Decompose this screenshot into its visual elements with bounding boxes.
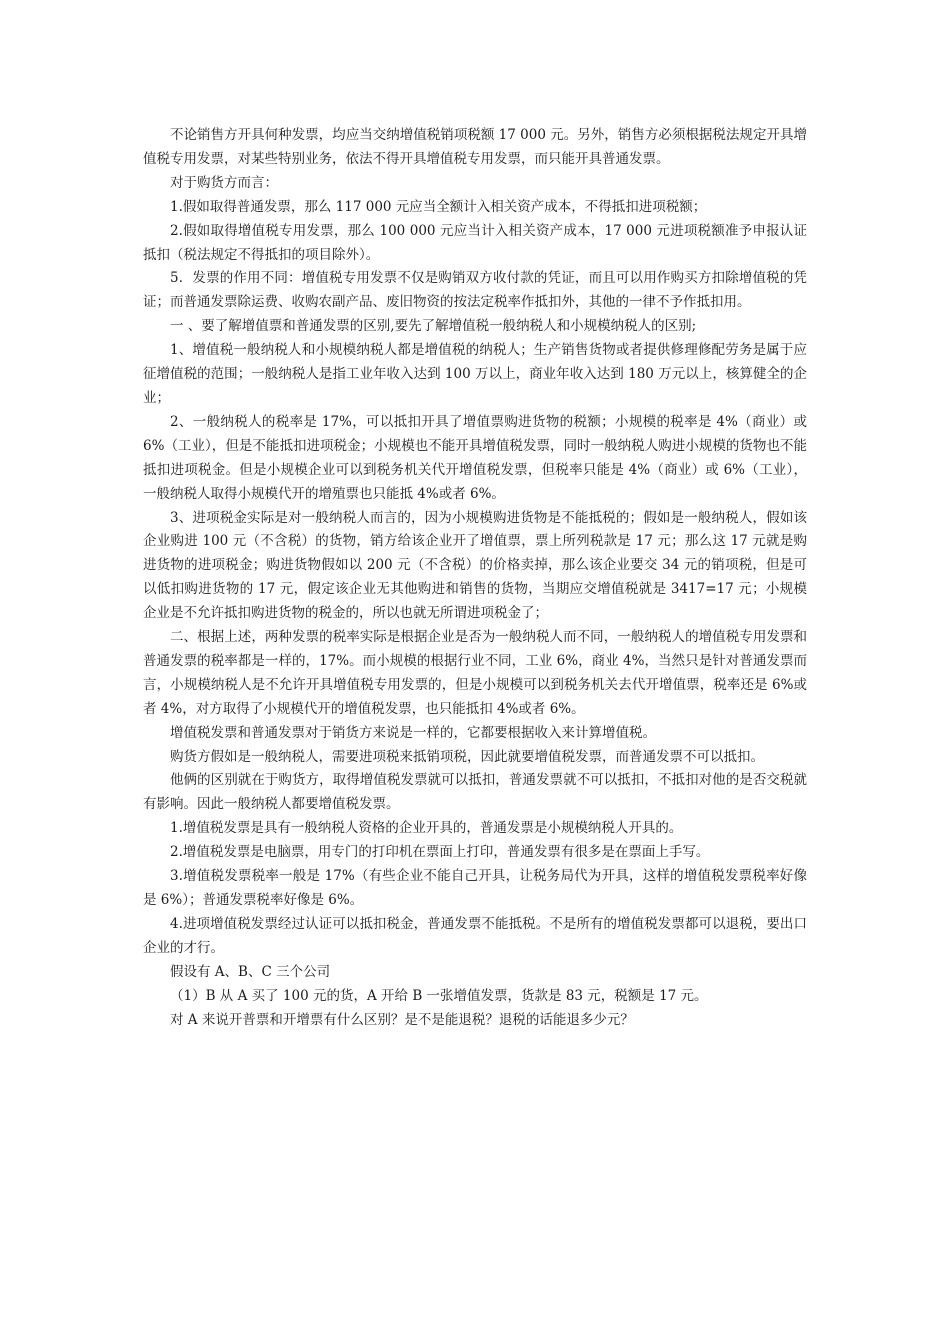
paragraph-diff-4: 4.进项增值税发票经过认证可以抵扣税金，普通发票不能抵税。不是所有的增值税发票都可以退税，要出口企业的才行。	[143, 915, 807, 956]
paragraph-buyer-heading: 对于购货方而言：	[170, 174, 278, 191]
paragraph-buyer-general: 购货方假如是一般纳税人，需要进项税来抵销项税，因此就要增值税发票，而普通发票不可以抵扣。	[170, 748, 764, 765]
paragraph-difference: 他俩的区别就在于购货方，取得增值税发票就可以抵扣，普通发票就不可以抵扣，不抵扣对他的是否交税就有影响。因此一般纳税人都要增值税发票。	[143, 772, 807, 813]
paragraph-section-two: 二、根据上述，两种发票的税率实际是根据企业是否为一般纳税人而不同，一般纳税人的增值税专用发票和普通发票的税率都是一样的，17%。而小规模的根据行业不同，工业 6%，商业 4%，当然只是针对普通发票而言，小规模纳税人是不允许开具增值税专用发票的，但是小规模可以到税务机关去代开增值票，税率还是 6%或者 4%，对方取得了小规模代开的增值税发票，也只能抵扣 4%或者 6%。	[143, 629, 807, 717]
paragraph-example-1: （1）B 从 A 买了 100 元的货，A 开给 B 一张增值发票，货款是 83 元，税额是 17 元。	[170, 987, 708, 1004]
paragraph-point-3: 3、进项税金实际是对一般纳税人而言的，因为小规模购进货物是不能抵税的；假如是一般纳税人，假如该企业购进 100 元（不含税）的货物，销方给该企业开了增值票，票上所列税款是 17 元；那么这 17 元就是购进货物的进项税金；购进货物假如以 200 元（不含税）的价格卖掉，那么该企业要交 34 元的销项税，但是可以低扣购进货物的 17 元，假定该企业无其他购进和销售的货物，当期应交增值税就是 3417=17 元；小规模企业是不允许抵扣购进货物的税金的，所以也就无所谓进项税金了；	[143, 509, 807, 622]
paragraph-seller-obligation: 不论销售方开具何种发票，均应当交纳增值税销项税额 17 000 元。另外，销售方必须根据税法规定开具增值税专用发票，对某些特别业务，依法不得开具增值税专用发票，而只能开具普通发票。	[143, 127, 807, 167]
paragraph-point-1: 1、增值税一般纳税人和小规模纳税人都是增值税的纳税人；生产销售货物或者提供修理修配劳务是属于应征增值税的范围；一般纳税人是指工业年收入达到 100 万以上，商业年收入达到 180 万元以上，核算健全的企业；	[143, 342, 807, 406]
document-body	[143, 124, 807, 1032]
paragraph-example-question: 对 A 来说开普票和开增票有什么区别？是不是能退税？退税的话能退多少元？	[170, 1011, 634, 1028]
paragraph-seller-same: 增值税发票和普通发票对于销货方来说是一样的，它都要根据收入来计算增值税。	[170, 724, 656, 741]
paragraph-point-2: 2、一般纳税人的税率是 17%，可以抵扣开具了增值票购进货物的税额；小规模的税率是 4%（商业）或 6%（工业），但是不能抵扣进项税金；小规模也不能开具增值税发票，同时一般纳税人购进小规模的货物也不能抵扣进项税金。但是小规模企业可以到税务机关代开增值税发票，但税率只能是 4%（商业）或 6%（工业），一般纳税人取得小规模代开的增殖票也只能抵 4%或者 6%。	[143, 413, 807, 502]
paragraph-special-invoice: 2.假如取得增值税专用发票，那么 100 000 元应当计入相关资产成本，17 000 元进项税额准予申报认证抵扣（税法规定不得抵扣的项目除外）。	[143, 222, 807, 263]
paragraph-section-one: 一 、要了解增值票和普通发票的区别,要先了解增值税一般纳税人和小规模纳税人的区别;	[170, 318, 697, 335]
paragraph-diff-3: 3.增值税发票税率一般是 17%（有些企业不能自己开具，让税务局代为开具，这样的增值税发票税率好像是 6%）；普通发票税率好像是 6%。	[143, 868, 807, 908]
paragraph-diff-2: 2.增值税发票是电脑票，用专门的打印机在票面上打印，普通发票有很多是在票面上手写。	[170, 844, 710, 861]
paragraph-diff-1: 1.增值税发票是具有一般纳税人资格的企业开具的，普通发票是小规模纳税人开具的。	[170, 820, 683, 837]
paragraph-ordinary-invoice: 1.假如取得普通发票，那么 117 000 元应当全额计入相关资产成本，不得抵扣进项税额；	[170, 198, 707, 215]
paragraph-invoice-function: 5．发票的作用不同：增值税专用发票不仅是购销双方收付款的凭证，而且可以用作购买方扣除增值税的凭证；而普通发票除运费、收购农副产品、废旧物资的按法定税率作抵扣外，其他的一律不予作抵扣用。	[143, 270, 807, 311]
paragraph-example-setup: 假设有 A、B、C 三个公司	[170, 963, 331, 980]
